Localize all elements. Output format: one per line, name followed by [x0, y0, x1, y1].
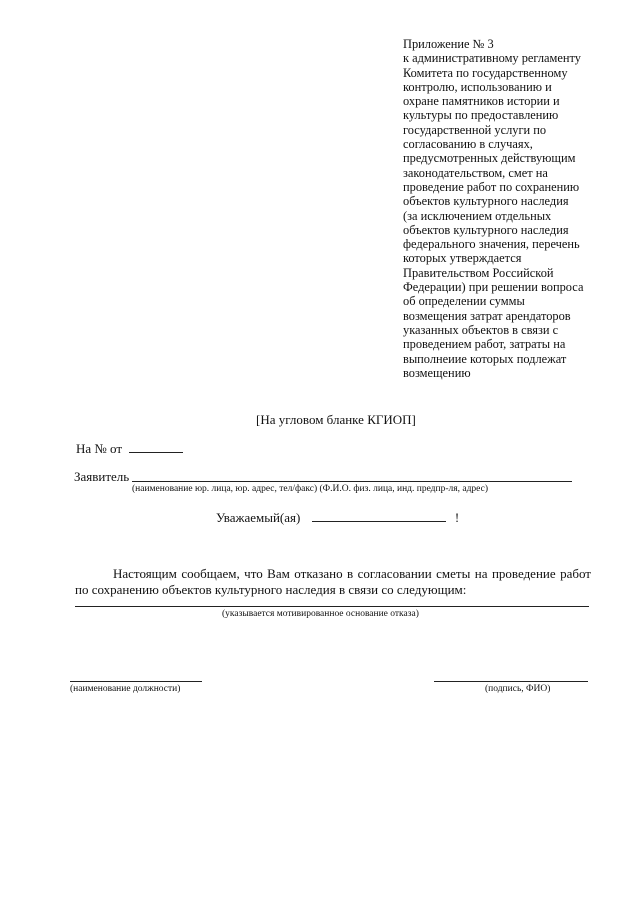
reference-date-blank — [129, 442, 183, 453]
appendix-line: к административному регламенту — [403, 51, 581, 66]
appendix-line: предусмотренных действующим — [403, 151, 576, 166]
salutation-prefix: Уважаемый(ая) — [216, 510, 301, 525]
appendix-line: возмещению — [403, 365, 471, 380]
salutation — [216, 510, 459, 526]
appendix-line: выполнеиие которых подлежат — [403, 351, 567, 366]
appendix-title: Приложение № 3 — [403, 37, 494, 51]
appendix-line: проведение работ по сохранению — [403, 179, 580, 194]
reference-label: На № от — [76, 441, 123, 456]
reason-hint: (указывается мотивированное основание отказа) — [222, 609, 419, 619]
appendix-line: Правительством Российской — [403, 265, 554, 280]
appendix-line: государственной услуги по — [403, 122, 547, 137]
reference-line — [76, 441, 183, 457]
letterhead-note: [На угловом бланке КГИОП] — [256, 412, 416, 427]
appendix-line: объектов культурного наследия — [403, 194, 569, 209]
appendix-line: указанных объектов в связи с — [403, 322, 559, 337]
appendix-line: проведением работ, затраты на — [403, 337, 566, 352]
appendix-line: Федерации) при решении вопроса — [403, 280, 584, 295]
applicant-label: Заявитель — [74, 469, 130, 484]
appendix-line: которых утверждается — [403, 251, 522, 266]
position-fill-line — [70, 681, 202, 682]
appendix-line: Комитета по государственному — [403, 65, 568, 80]
signature-hint: (подпись, ФИО) — [485, 684, 551, 694]
appendix-line: законодательством, смет на — [403, 165, 548, 180]
appendix-line: возмещения затрат арендаторов — [403, 308, 571, 323]
appendix-line: согласованию в случаях, — [403, 137, 533, 152]
appendix-line: культуры по предоставлению — [403, 108, 559, 123]
appendix-line: об определении суммы — [403, 294, 525, 309]
salutation-name-blank — [312, 511, 446, 522]
applicant-hint: (наименование юр. лица, юр. адрес, тел/факс) (Ф.И.О. физ. лица, инд. предпр-ля, адрес) — [132, 484, 488, 494]
applicant-fill-line — [132, 481, 572, 482]
appendix-line: федерального значения, перечень — [403, 237, 580, 252]
position-hint: (наименование должности) — [70, 684, 181, 694]
reason-fill-line — [75, 606, 589, 607]
appendix-line: контролю, использованию и — [403, 79, 552, 94]
appendix-line: объектов культурного наследия — [403, 222, 569, 237]
appendix-line: охране памятников истории и — [403, 94, 560, 109]
appendix-header — [403, 37, 603, 380]
salutation-suffix: ! — [454, 510, 460, 525]
body-paragraph: Настоящим сообщаем, что Вам отказано в согласовании сметы на проведение работ по сохранению объектов культурного наследия в связи со следующим: — [75, 566, 591, 597]
signature-fill-line — [434, 681, 588, 682]
appendix-line: (за исключением отдельных — [403, 208, 552, 223]
